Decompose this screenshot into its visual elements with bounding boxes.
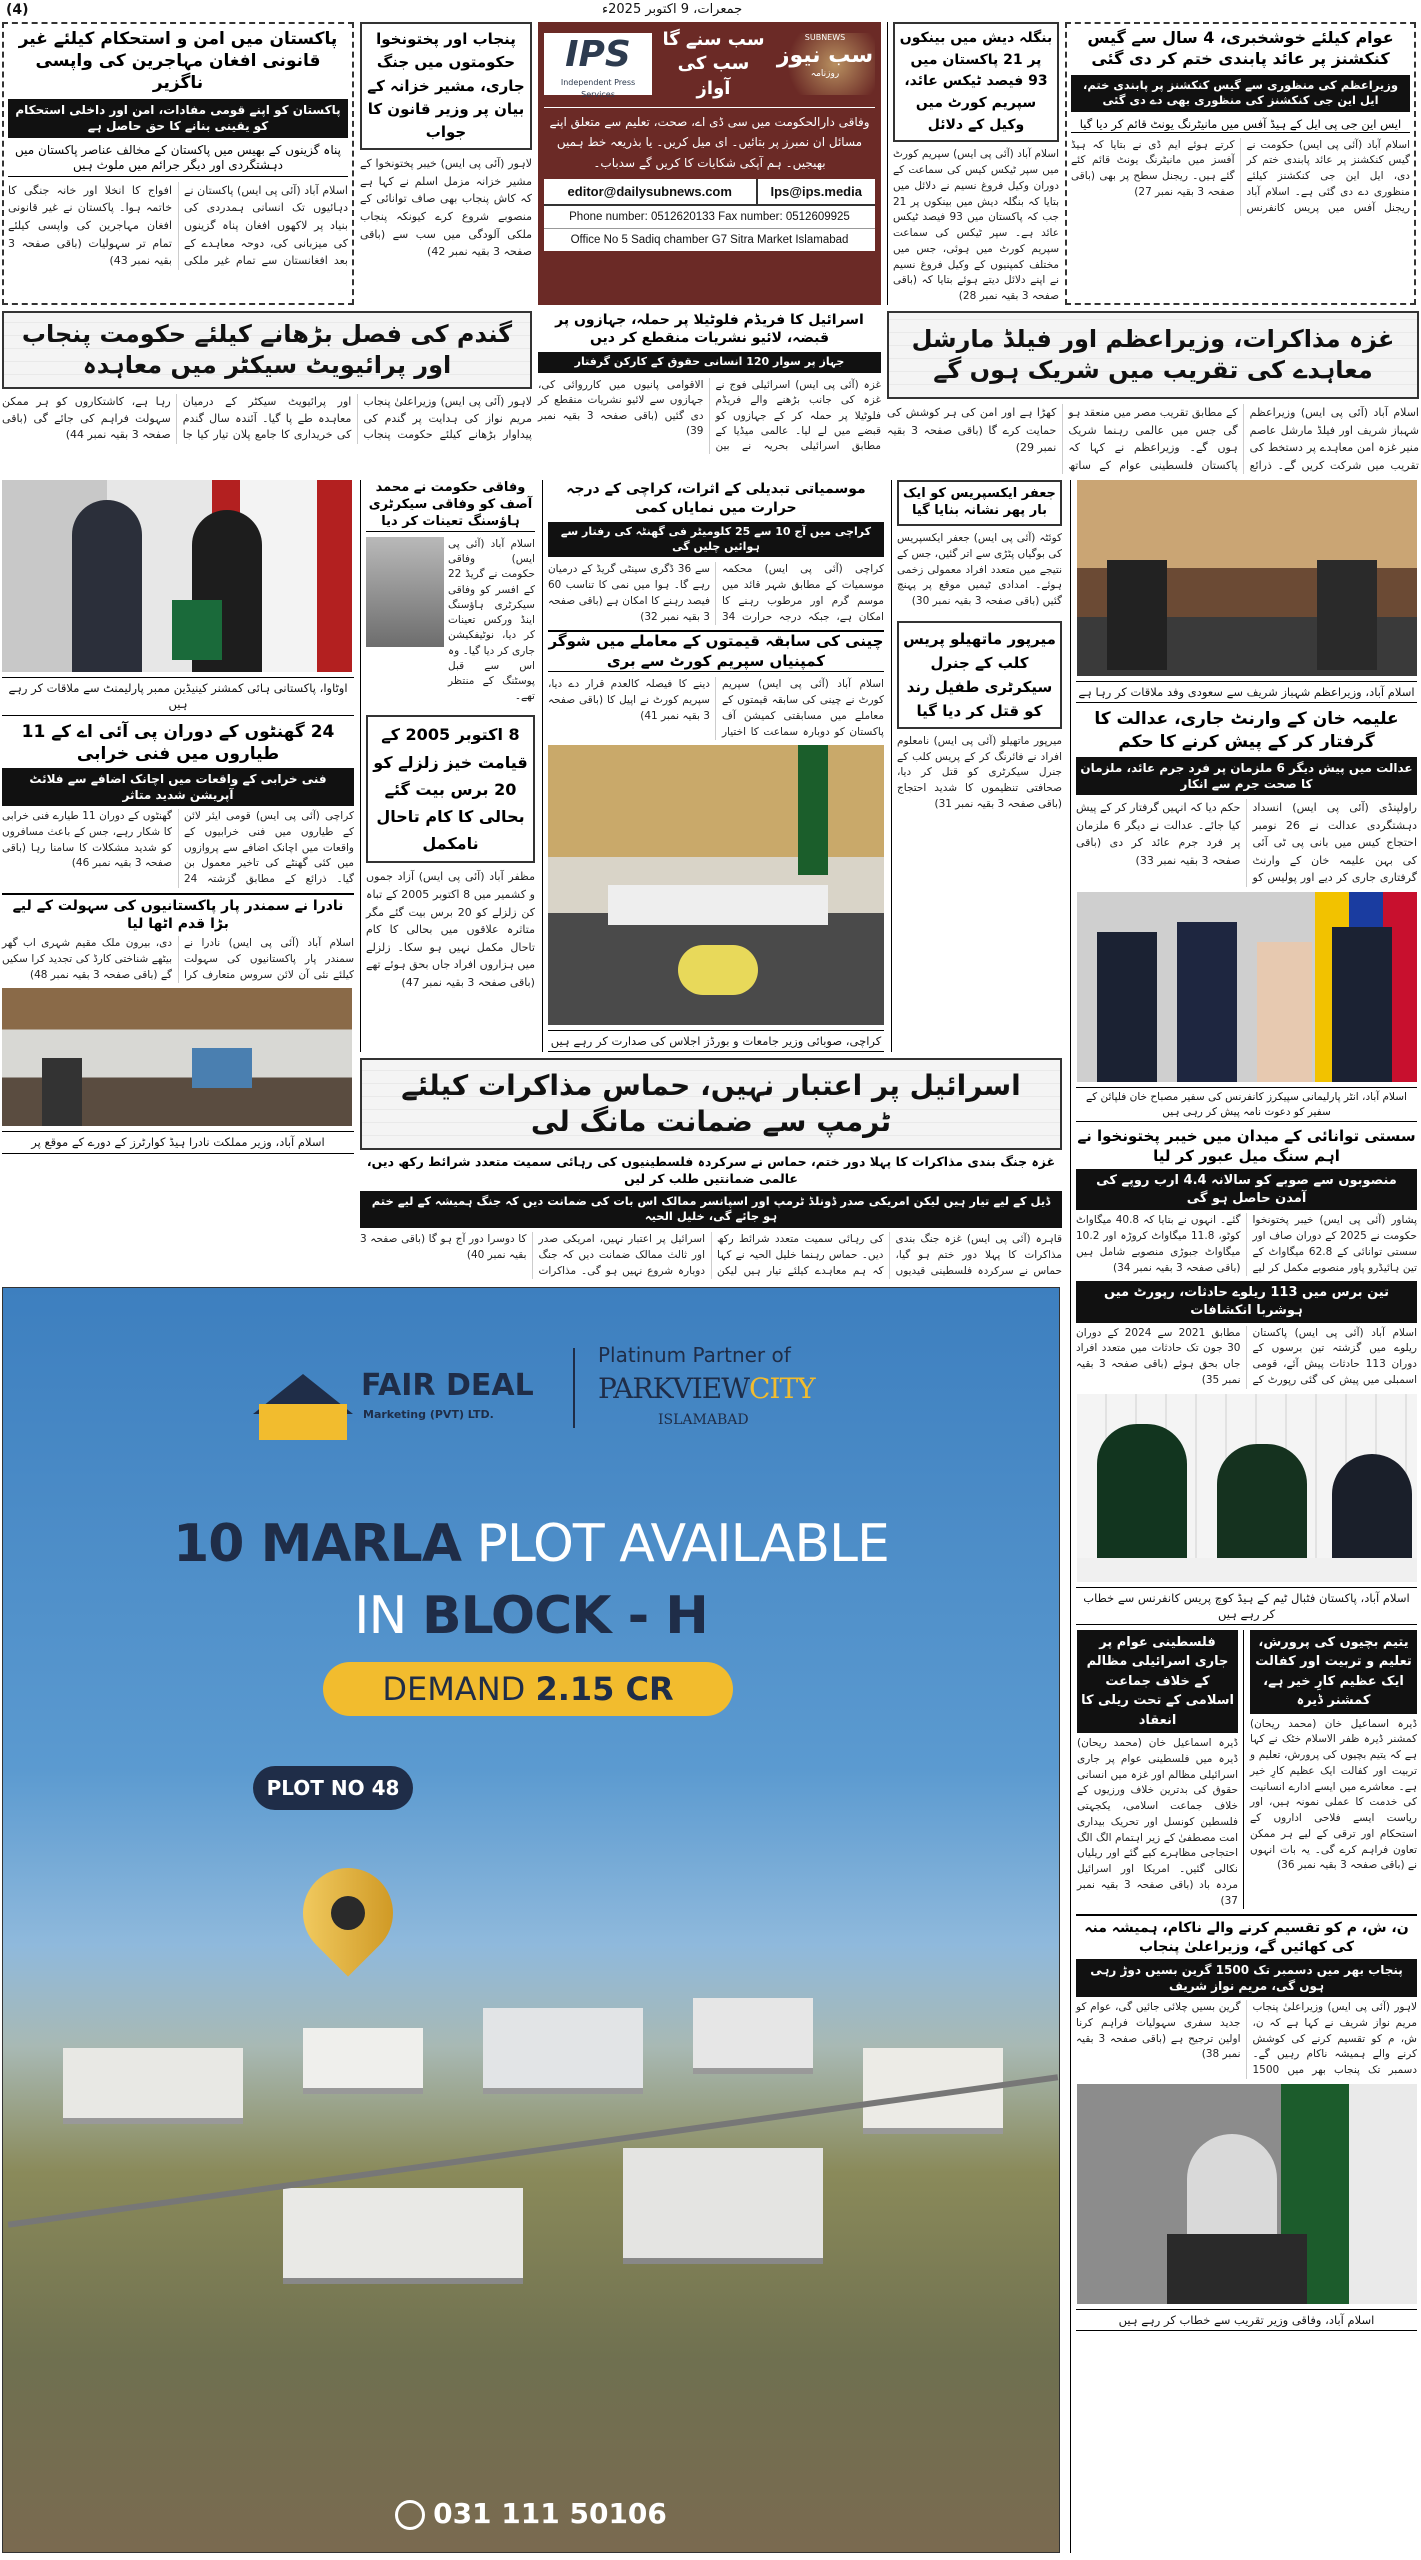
- ips-email-link[interactable]: Ips@ips.media: [770, 184, 862, 200]
- story-nadra: [2, 893, 354, 984]
- story-aleema: [1076, 708, 1417, 887]
- columns-2-4: [360, 480, 1062, 1279]
- story-body: پشاور (آئی پی ایس) خیبر پختونخوا حکومت نے 2025 کے دوران صاف اور سستی توانائی کے 62.8 میگاواٹ کے تین ہائیڈرو پاور منصوبے مکمل کر لیے گئے۔ انہوں نے بتایا کہ 40.8 میگاواٹ کوٹو، 11.8 میگاواٹ کروڑہ اور 10.2 میگاواٹ جبوڑی منصوبے شامل ہیں (باقی صفحہ 3 بقیہ نمبر 34): [1076, 1214, 1417, 1274]
- subheadline: پاکستان کو اپنے قومی مفادات، امن اور داخلی استحکام کو یقینی بنانے کا حق حاصل ہے: [8, 99, 348, 137]
- location-pin-icon: [284, 1850, 411, 1977]
- row-main: [2, 480, 1419, 2553]
- aerial-houses: [3, 1988, 1059, 2448]
- caption-pm-meeting: اسلام آباد، وزیراعظم شہباز شریف سے سعودی وفد ملاقات کر رہا ہے: [1076, 681, 1417, 703]
- photo-sugar-meeting: [548, 745, 884, 1025]
- subheadline: وزیراعظم کی منظوری سے گیس کنکشنز پر پابندی ختم، ایل این جی کنکشنز کی منظوری بھی دے دی گئی: [1071, 75, 1410, 112]
- story-punjab-kp: [360, 22, 532, 305]
- subheadline-2: پناہ گزینوں کے بھیس میں پاکستان کے مخالف عناصر پاکستان میں دہشتگردی اور دیگر جرائم میں ملوث ہیں: [8, 143, 348, 177]
- column-1: [2, 480, 354, 1279]
- story-body: راولپنڈی (آئی پی ایس) انسداد دہشتگردی عدالت نے 26 نومبر احتجاج کیس میں بانی پی ٹی آئی کی بہن علیمہ خان کے وارنٹ گرفتاری جاری کر دیے اور پولیس کو حکم دیا کہ انہیں گرفتار کر کے پیش کیا جائے۔ عدالت نے دیگر 6 ملزمان پر فرد جرم عائد کر دی (باقی صفحہ 3 بقیہ نمبر 33): [1076, 800, 1418, 885]
- story-wheat: [2, 311, 532, 474]
- headline: بنگلہ دیش میں بینکوں پر 21 پاکستان میں 93 فیصد ٹیکس عائد، سپریم کورٹ میں وکیل کے دلائل: [893, 22, 1059, 142]
- fair-deal-sub: Marketing (PVT) LTD.: [363, 1408, 494, 1422]
- photo-ottawa: [2, 480, 352, 672]
- page-number: (4): [6, 2, 29, 18]
- sugar-headline: چینی کی سابقہ قیمتوں کے معاملے میں شوگر کمپنیاں سپریم کورٹ سے بری: [548, 630, 884, 672]
- story-body: اسلام آباد (آئی پی ایس) نادرا نے سمندر پار پاکستانیوں کی سہولت کیلئے نئی آن لائن سروس متعارف کرا دی، بیرون ملک مقیم شہری اب گھر بیٹھے شناختی کارڈ کی تجدید کرا سکیں گے (باقی صفحہ 3 بقیہ نمبر 48): [2, 937, 354, 981]
- left-area: [2, 480, 1062, 2553]
- masthead-notice: وفاقی دارالحکومت میں سی ڈی اے، صحت، تعلیم سے متعلق اپنے مسائل ان نمبرز پر بتائیں۔ ای میل کریں۔ یا بذریعہ خط ہمیں بھیجیں۔ ہم آپکی شکایات کا کریں گے سدباب۔: [544, 107, 875, 173]
- weather-headline: موسمیاتی تبدیلی کے اثرات، کراچی کے درجہ حرارت میں نمایاں کمی: [566, 481, 866, 516]
- row-headlines: [2, 311, 1419, 474]
- contact-box: [544, 179, 875, 251]
- photo-nadra: [2, 988, 352, 1126]
- phone-fax: Phone number: 0512620133 Fax number: 0512609925: [544, 206, 875, 229]
- story-body: ڈیرہ اسماعیل خان (محمد ریحان) کمشنر ڈیرہ ظفر الاسلام خٹک نے کہا ہے کہ یتیم بچیوں کی پرورش، تعلیم و تربیت اور کفالت ایک عظیم کارِ خیر ہے۔ معاشرے میں ایسے ادارے انسانیت کی خدمت کا عملی نمونہ ہیں، اور ریاست ایسے فلاحی اداروں کے استحکام اور ترقی کے لیے ہر ممکن تعاون فراہم کرے گی۔ یہ بات انہوں نے (باقی صفحہ 3 بقیہ نمبر 36): [1250, 1717, 1417, 1872]
- headline: سستی توانائی کے میدان میں خیبر پختونخوا نے اہم سنگ میل عبور کر لیا: [1077, 1127, 1416, 1165]
- partner-city: ISLAMABAD: [658, 1412, 749, 1429]
- story-palestine-rally: [1077, 1630, 1244, 1910]
- headline: تین برس میں 113 ریلوے حادثات، رپورٹ میں ہوشربا انکشافات: [1076, 1281, 1417, 1322]
- caption-philippines: اسلام آباد، انٹر پارلیمانی سپیکرز کانفرنس کی سفیر مصباح خان فلپائن کے سفیر کو دعوت نامہ پیش کر رہی ہیں: [1076, 1087, 1417, 1122]
- story-kp-energy: [1076, 1127, 1417, 1276]
- sugar-body: اسلام آباد (آئی پی ایس) سپریم کورٹ نے چینی کی سابقہ قیمتوں کے معاملے میں مسابقتی کمیشن آف پاکستان کو دوبارہ سماعت کا اختیار دینے کا فیصلہ کالعدم قرار دے دیا، سپریم کورٹ نے اپیل کا (باقی صفحہ 3 بقیہ نمبر 41): [547, 678, 884, 738]
- ad-line-2: IN BLOCK - H: [354, 1586, 708, 1647]
- headline: یتیم بچیوں کی پرورش، تعلیم و تربیت اور کفالت ایک عظیم کارِ خیر ہے، کمشنر ڈیرہ: [1250, 1630, 1417, 1714]
- story-body-wheat: لاہور (آئی پی ایس) وزیراعلیٰ پنجاب مریم نواز کی ہدایت پر گندم کی پیداوار بڑھانے کیلئے حکومت پنجاب اور پرائیویٹ سیکٹر کے درمیان معاہدہ طے پا گیا۔ آئندہ سال گندم کی خریداری کا جامع پلان تیار کیا جا رہا ہے، کاشتکاروں کو ہر ممکن سہولت فراہم کی جائے گی (باقی صفحہ 3 بقیہ نمبر 44): [2, 395, 532, 442]
- subheadline: منصوبوں سے صوبے کو سالانہ 4.4 ارب روپے کی آمدن حاصل ہو گی: [1076, 1169, 1417, 1210]
- row-top: [2, 22, 1419, 305]
- headline-hamas: اسرائیل پر اعتبار نہیں، حماس مذاکرات کیلئے ٹرمپ سے ضمانت مانگ لی: [360, 1058, 1062, 1150]
- parkview-logo: PARKVIEWCITY: [598, 1372, 815, 1406]
- story-body-hamas: قاہرہ (آئی پی ایس) غزہ جنگ بندی مذاکرات کا پہلا دور ختم ہو گیا، حماس نے سرکردہ فلسطینی قیدیوں کی رہائی سمیت متعدد شرائط رکھ دیں۔ حماس رہنما خلیل الحیہ نے کہا کہ ہم معاہدے کیلئے تیار ہیں لیکن اسرائیل پر اعتبار نہیں، امریکی صدر اور ثالث ممالک ضمانت دیں کہ جنگ دوبارہ شروع نہیں ہو گی۔ مذاکرات کا دوسرا دور آج ہو گا (باقی صفحہ 3 بقیہ نمبر 40): [360, 1233, 1062, 1277]
- subheadline: جہاز پر سوار 120 انسانی حقوق کے کارکن گرفتار: [538, 352, 881, 373]
- weather-subheadline: کراچی میں آج 10 سے 25 کلومیٹر فی گھنٹہ کی رفتار سے ہوائیں چلیں گی: [548, 522, 884, 558]
- headline: 24 گھنٹوں کے دوران پی آئی اے کے 11 طیاروں میں فنی خرابی: [21, 721, 335, 764]
- page-header: [2, 0, 1419, 22]
- story-body: اسلام آباد (آئی پی ایس) حکومت نے گیس کنکشنز پر عائد پابندی ختم کر دی، ایل این جی کنکشنز کیلئے منظوری دے دی گئی ہے۔ اسلام آباد ریجنل آفس میں پریس کانفرنس کرتے ہوئے ایم ڈی نے بتایا کہ ہیڈ آفسز میں مانیٹرنگ یونٹ قائم کئے گئے ہیں۔ ریجنل سطح پر بھی (باقی صفحہ 3 بقیہ نمبر 27): [1071, 138, 1410, 214]
- story-body: اسلام آباد (آئی پی ایس) پاکستان ریلوے میں گزشتہ تین برسوں کے دوران 113 حادثات پیش آئے، قومی اسمبلی میں پیش کی گئی رپورٹ کے مطابق 2021 سے 2024 کے دوران 30 جون تک حادثات میں متعدد افراد جاں بحق ہوئے (باقی صفحہ 3 بقیہ نمبر 35): [1076, 1326, 1417, 1386]
- story-railway: [1076, 1281, 1417, 1388]
- story-body: اسلام آباد (آئی پی ایس) وفاقی حکومت نے گریڈ 22 کے افسر کو وفاقی سیکرٹری ہاؤسنگ اینڈ ورکس تعینات کر دیا، نوٹیفکیشن جاری کر دیا گیا۔ وہ اس سے قبل پوسٹنگ کے منتظر تھے۔: [448, 537, 535, 703]
- ips-logo: IPS Independent Press Services: [544, 33, 652, 95]
- story-flotilla: [538, 311, 881, 474]
- weather-body: کراچی (آئی پی ایس) محکمہ موسمیات کے مطابق شہر قائد میں موسم گرم اور مرطوب رہنے کا امکان ہے، جبکہ درجہ حرارت 34 سے 36 ڈگری سینٹی گریڈ کے درمیان رہے گا۔ ہوا میں نمی کا تناسب 60 فیصد رہنے کا امکان ہے (باقی صفحہ 3 بقیہ نمبر 32): [547, 563, 884, 623]
- story-body: اسلام آباد (آئی پی ایس) پاکستان نے دہائیوں تک انسانی ہمدردی کی بنیاد پر لاکھوں افغان پناہ گزینوں کی میزبانی کی، دوحہ معاہدے کے بعد افغانستان سے تمام غیر ملکی افواج کا انخلا اور خانہ جنگی کا خاتمہ ہوا۔ پاکستان نے غیر قانونی افغان مہاجرین کی واپسی کیلئے تمام تر سہولیات (باقی صفحہ 3 بقیہ نمبر 43): [8, 183, 348, 268]
- right-column: [1070, 480, 1417, 2553]
- subheadline: فنی خرابی کے واقعات میں اچانک اضافے سے فلائٹ آپریشن شدید متاثر: [2, 768, 354, 806]
- whatsapp-phone[interactable]: 031 111 50106: [3, 2497, 1059, 2530]
- demand-badge: DEMAND 2.15 CR: [323, 1662, 733, 1716]
- earthquake-headline: 8 اکتوبر 2005 کے قیامت خیز زلزلے کو 20 برس بیت گئے بحالی کا کام تاحال نامکمل: [366, 715, 535, 863]
- headline: فلسطینی عوام پر جاری اسرائیلی مظالم کے خلاف جماعت اسلامی کے تحت ریلی کا انعقاد: [1077, 1630, 1238, 1734]
- fair-deal-logo: [253, 1346, 353, 1436]
- photo-football-press: [1077, 1394, 1417, 1582]
- story-body: اسلام آباد (آئی پی ایس) سپریم کورٹ میں سپر ٹیکس کیس کی سماعت کے دوران وکیل فروغ نسیم نے دلائل میں بتایا کہ بنگلہ دیش میں بینکوں پر 21 جب کہ پاکستان میں 93 فیصد ٹیکس عائد ہے۔ سپر ٹیکس کی سماعت سپریم کورٹ میں ہوئی، جس میں مختلف کمپنیوں کے وکیل فروغ نسیم نے اپنے دلائل دیتے ہوئے بتایا کہ (باقی صفحہ 3 بقیہ نمبر 28): [893, 148, 1059, 303]
- earthquake-body: مظفر آباد (آئی پی ایس) آزاد جموں و کشمیر میں 8 اکتوبر 2005 کے تباہ کن زلزلے کو 20 برس بیت گئے مگر متاثرہ علاقوں میں بحالی کا کام تاحال مکمل نہیں ہو سکا۔ زلزلے میں ہزاروں افراد جاں بحق ہوئے تھے (باقی صفحہ 3 بقیہ نمبر 47): [366, 870, 535, 989]
- dera-stories: [1076, 1630, 1417, 1910]
- photo-secretary: [366, 537, 444, 647]
- story-hamas: [360, 1058, 1062, 1279]
- story-gaza-talks: [887, 311, 1419, 474]
- subheadline: پنجاب بھر میں دسمبر تک 1500 گرین بسیں دوڑ رہی ہوں گی، مریم نواز شریف: [1076, 1959, 1417, 1997]
- subheadline: عدالت میں پیش دیگر 6 ملزمان پر فرد جرم عائد، ملزمان کا صحت جرم سے انکار: [1076, 757, 1417, 795]
- story-orphans: [1250, 1630, 1417, 1910]
- advertisement-fair-deal[interactable]: [2, 1287, 1060, 2553]
- headline-wheat: گندم کی فصل بڑھانے کیلئے حکومت پنجاب اور پرائیویٹ سیکٹر میں معاہدہ: [2, 311, 532, 389]
- subheadline-hamas: غزہ جنگ بندی مذاکرات کا پہلا دور ختم، حماس نے سرکردہ فلسطینیوں کی رہائی سمیت متعدد شرائط رکھ دیں، عالمی ضمانتیں طلب کر لیں: [366, 1154, 1056, 1186]
- headline: ن، ش، م کو تقسیم کرنے والے ناکام، ہمیشہ منہ کی کھائیں گے، وزیراعلیٰ پنجاب: [1084, 1920, 1409, 1955]
- story-body: لاہور (آئی پی ایس) وزیراعلیٰ پنجاب مریم نواز شریف نے کہا ہے کہ ن، ش، م کو تقسیم کرنے کی کوشش کرنے والے ہمیشہ ناکام رہیں گے۔ دسمبر تک پنجاب بھر میں 1500 گرین بسیں چلائی جائیں گی، عوام کو جدید سفری سہولیات فراہم کرنا اولین ترجیح ہے (باقی صفحہ 3 بقیہ نمبر 38): [1076, 2001, 1417, 2077]
- issue-date: جمعرات، 9 اکتوبر 2025ء: [602, 2, 743, 17]
- story-body: کراچی (آئی پی ایس) قومی ایئر لائن کے طیاروں میں فنی خرابیوں کے واقعات میں اچانک اضافے سے پروازوں میں کئی گھنٹے کی تاخیر معمول بن گیا۔ ذرائع کے مطابق گزشتہ 24 گھنٹوں کے دوران 11 طیارے فنی خرابی کا شکار رہے، جس کے باعث مسافروں کو شدید مشکلات کا سامنا رہا (باقی صفحہ 3 بقیہ نمبر 46): [2, 810, 354, 886]
- subheadline-2: ایس این جی پی ایل کے ہیڈ آفس میں مانیٹرنگ یونٹ قائم کر دیا گیا: [1071, 117, 1410, 133]
- headline: علیمہ خان کے وارنٹ جاری، عدالت کا گرفتار کر کے پیش کرنے کا حکم: [1094, 709, 1399, 752]
- left-columns: [2, 480, 1062, 1279]
- masthead-top: [544, 28, 875, 101]
- story-body: غزہ (آئی پی ایس) اسرائیلی فوج نے غزہ کی جانب بڑھنے والے فریڈم فلوٹیلا پر حملہ کر کے جہازوں کو قبضے میں لے لیا۔ عالمی میڈیا کے مطابق اسرائیلی بحریہ نے بین الاقوامی پانیوں میں کارروائی کی، جہازوں سے لائیو نشریات منقطع کر دی گئیں (باقی صفحہ 3 بقیہ نمبر 39): [538, 379, 881, 453]
- headline: نادرا نے سمندر پار پاکستانیوں کی سہولت کے لیے بڑا قدم اٹھا لیا: [2, 893, 354, 933]
- caption-minister: اسلام آباد، وفاقی وزیر تقریب سے خطاب کر رہے ہیں: [1076, 2309, 1417, 2331]
- column-2: [360, 480, 535, 1052]
- story-pia: [2, 721, 354, 888]
- masthead: [538, 22, 881, 305]
- ad-divider: [573, 1348, 575, 1428]
- subheadline-hamas-2: ڈیل کے لیے تیار ہیں لیکن امریکی صدر ڈونلڈ ٹرمپ اور اسپانسر ممالک اس بات کی ضمانت دیں کہ جنگ ہمیشہ کے لیے ختم ہو جائے گی، خلیل الحیہ: [360, 1191, 1062, 1228]
- story-maryam: [1076, 1914, 1417, 2079]
- column-3: [542, 480, 884, 1052]
- story-gas: [1065, 22, 1416, 305]
- headline: عوام کیلئے خوشخبری، 4 سال سے گیس کنکشنز پر عائد پابندی ختم کر دی گئی: [1087, 28, 1394, 68]
- story-housing: [366, 537, 535, 704]
- headline: پاکستان میں امن و استحکام کیلئے غیر قانونی افغان مہاجرین کی واپسی ناگزیر: [18, 29, 338, 94]
- partner-label: Platinum Partner of: [598, 1343, 791, 1368]
- caption-nadra: اسلام آباد، وزیر مملکت نادرا ہیڈ کوارٹرز کے دورے کے موقع پر: [2, 1131, 354, 1153]
- address: Office No 5 Sadiq chamber G7 Sitra Market Islamabad: [570, 234, 849, 247]
- story-afghan: [2, 22, 354, 305]
- photo-philippines: [1077, 892, 1417, 1082]
- caption-sugar: کراچی، صوبائی وزیر جامعات و بورڈز اجلاس کی صدارت کر رہے ہیں: [548, 1030, 884, 1052]
- story-body: ڈیرہ اسماعیل خان (محمد ریحان) ڈیرہ میں فلسطینی عوام پر جاری اسرائیلی مظالم اور غزہ میں انسانی حقوق کی بدترین خلاف ورزیوں کے خلاف جماعت اسلامی، یکجہتی فلسطین کونسل اور تحریک بیداری امت مصطفیٰ کے زیر اہتمام الگ الگ احتجاجی مظاہرے کیے گئے اور ریلیاں نکالی گئیں۔ امریکا اور اسرائیل مردہ باد (باقی صفحہ 3 بقیہ نمبر 37): [1077, 1737, 1238, 1907]
- columns-2-4-row: [360, 480, 1062, 1052]
- paper-logo: SUBNEWS سب نیوز روزنامہ: [775, 33, 875, 95]
- headline: پنجاب اور پختونخوا حکومتوں میں جنگ جاری، مشیر خزانہ کے بیان پر وزیر قانون کا جواب: [360, 22, 532, 150]
- caption-football: اسلام آباد، پاکستان فٹبال ٹیم کے ہیڈ کوچ پریس کانفرنس سے خطاب کر رہے ہیں: [1076, 1587, 1417, 1625]
- headline: اسرائیل کا فریڈم فلوٹیلا پر حملہ، جہازوں پر قبضہ، لائیو نشریات منقطع کر دیں: [555, 311, 864, 347]
- housing-headline: وفاقی حکومت نے محمد آصف کو وفاقی سیکرٹری ہاؤسنگ تعینات کر دیا: [366, 480, 535, 532]
- ad-line-1: 10 MARLA PLOT AVAILABLE: [173, 1514, 889, 1575]
- editor-email-link[interactable]: editor@dailysubnews.com: [544, 179, 758, 204]
- mirpur-headline: میرپور ماتھیلو پریس کلب کے جنرل سیکرٹری طفیل رند کو قتل کر دیا گیا: [897, 621, 1062, 729]
- column-4: [891, 480, 1062, 1052]
- story-body: لاہور (آئی پی ایس) خیبر پختونخوا کے مشیر خزانہ مزمل اسلم نے کہا ہے کہ کاش پنجاب بھی صاف توانائی کے منصوبے شروع کرے کیونکہ پنجاب ملکی آلودگی میں سب سے (باقی صفحہ 3 بقیہ نمبر 42): [360, 157, 532, 259]
- story-bangladesh: [887, 22, 1059, 305]
- caption-ottawa: اوٹاوا، پاکستانی ہائی کمشنر کینیڈین ممبر پارلیمنٹ سے ملاقات کر رہے ہیں: [2, 677, 354, 715]
- photo-minister-speech: [1077, 2084, 1417, 2304]
- fair-deal-brand: FAIR DEAL: [361, 1368, 534, 1404]
- mirpur-body: میرپور ماتھیلو (آئی پی ایس) نامعلوم افراد نے فائرنگ کر کے پریس کلب کے جنرل سیکرٹری کو قتل کر دیا، صحافتی تنظیموں کا شدید احتجاج (باقی صفحہ 3 بقیہ نمبر 31): [896, 734, 1062, 810]
- plot-number-badge: PLOT NO 48: [253, 1766, 413, 1810]
- headline-gaza-talks: غزہ مذاکرات، وزیراعظم اور فیلڈ مارشل معاہدے کی تقریب میں شریک ہوں گے: [887, 311, 1419, 399]
- photo-pm-meeting: [1077, 480, 1417, 676]
- whatsapp-icon: [395, 2500, 425, 2530]
- jaffar-body: کوئٹہ (آئی پی ایس) جعفر ایکسپریس کی بوگیاں پٹڑی سے اتر گئیں، جس کے نتیجے میں متعدد افراد معمولی زخمی ہوئے۔ امدادی ٹیمیں موقع پر پہنچ گئیں (باقی صفحہ 3 بقیہ نمبر 30): [896, 532, 1062, 608]
- story-body-gaza-talks: اسلام آباد (آئی پی ایس) وزیراعظم شہباز شریف اور فیلڈ مارشل عاصم منیر غزہ امن معاہدے پر دستخط کی تقریب میں شرکت کریں گے۔ ذرائع کے مطابق تقریب مصر میں منعقد ہو گی جس میں عالمی رہنما شریک ہوں گے۔ وزیراعظم نے کہا کہ پاکستان فلسطینی عوام کے ساتھ کھڑا ہے اور امن کی ہر کوشش کی حمایت کرے گا (باقی صفحہ 3 بقیہ نمبر 29): [887, 405, 1419, 472]
- slogan: سب سنے گا سب کی آواز: [662, 29, 765, 99]
- jaffar-headline: جعفر ایکسپریس کو ایک بار پھر نشانہ بنایا گیا: [897, 480, 1062, 526]
